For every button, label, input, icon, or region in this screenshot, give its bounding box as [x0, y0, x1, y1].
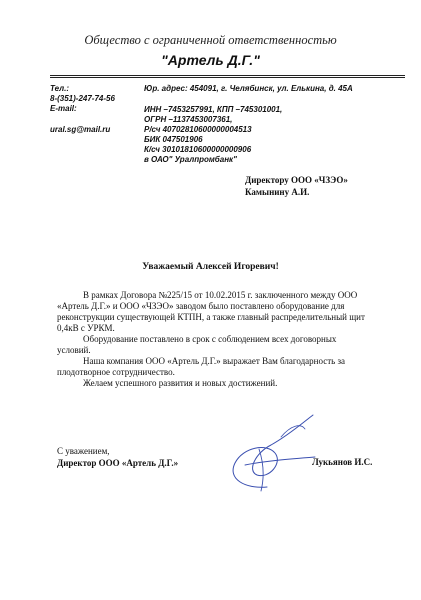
letter-body: [57, 290, 372, 389]
addressee-name: Камынину А.И.: [245, 187, 310, 197]
addressee-block: [245, 174, 348, 198]
legal-details: [144, 84, 353, 165]
contacts-gap: [50, 114, 115, 125]
salutation: Уважаемый Алексей Игоревич!: [142, 262, 279, 272]
email-value: ural.sg@mail.ru: [50, 125, 111, 134]
ogrn: ОГРН –1137453007361,: [144, 115, 233, 124]
paragraph-2: Оборудование поставлено в срок с соблюдением всех договорных условий.: [57, 334, 337, 355]
sender-title: Директор ООО «Артель Д.Г.»: [57, 458, 179, 468]
signer-name: Лукьянов И.С.: [312, 457, 373, 467]
header-divider: [50, 75, 405, 78]
legal-address: Юр. адрес: 454091, г. Челябинск, ул. Елькина, д. 45А: [144, 84, 353, 93]
inn-kpp: ИНН –7453257991, КПП –745301001,: [144, 105, 283, 114]
paragraph-3: Наша компания ООО «Артель Д.Г.» выражает Вам благодарность за плодотворное сотрудничество.: [57, 356, 346, 377]
org-name: "Артель Д.Г.": [161, 52, 260, 68]
regards: С уважением,: [57, 446, 110, 456]
tel-label: Тел.:: [50, 84, 69, 93]
signature-mark: [205, 405, 325, 500]
addressee-position: Директору ООО «ЧЗЭО»: [245, 175, 348, 185]
bank-name: в ОАО" Уралпромбанк": [144, 155, 237, 164]
org-type: Общество с ограниченной ответственностью: [84, 33, 337, 47]
legal-gap: [144, 94, 353, 105]
contacts-block: [50, 84, 115, 135]
paragraph-1: В рамках Договора №225/15 от 10.02.2015 г. заключенного между ООО «Артель Д.Г.» и ООО «ЧЗЭО» заводом было поставлено оборудование для реконструкции существующей КТПН, а также главный распределительный щит 0,4кВ с УРКМ.: [57, 290, 365, 333]
tel-value: 8-(351)-247-74-56: [50, 94, 115, 103]
bank-account: Р/сч 40702810600000004513: [144, 125, 252, 134]
closing-block: [57, 445, 178, 469]
paragraph-4: Желаем успешного развития и новых достижений.: [83, 378, 278, 388]
bik: БИК 047501906: [144, 135, 203, 144]
email-label: E-mail:: [50, 104, 77, 113]
corr-account: К/сч 30101810600000000906: [144, 145, 252, 154]
